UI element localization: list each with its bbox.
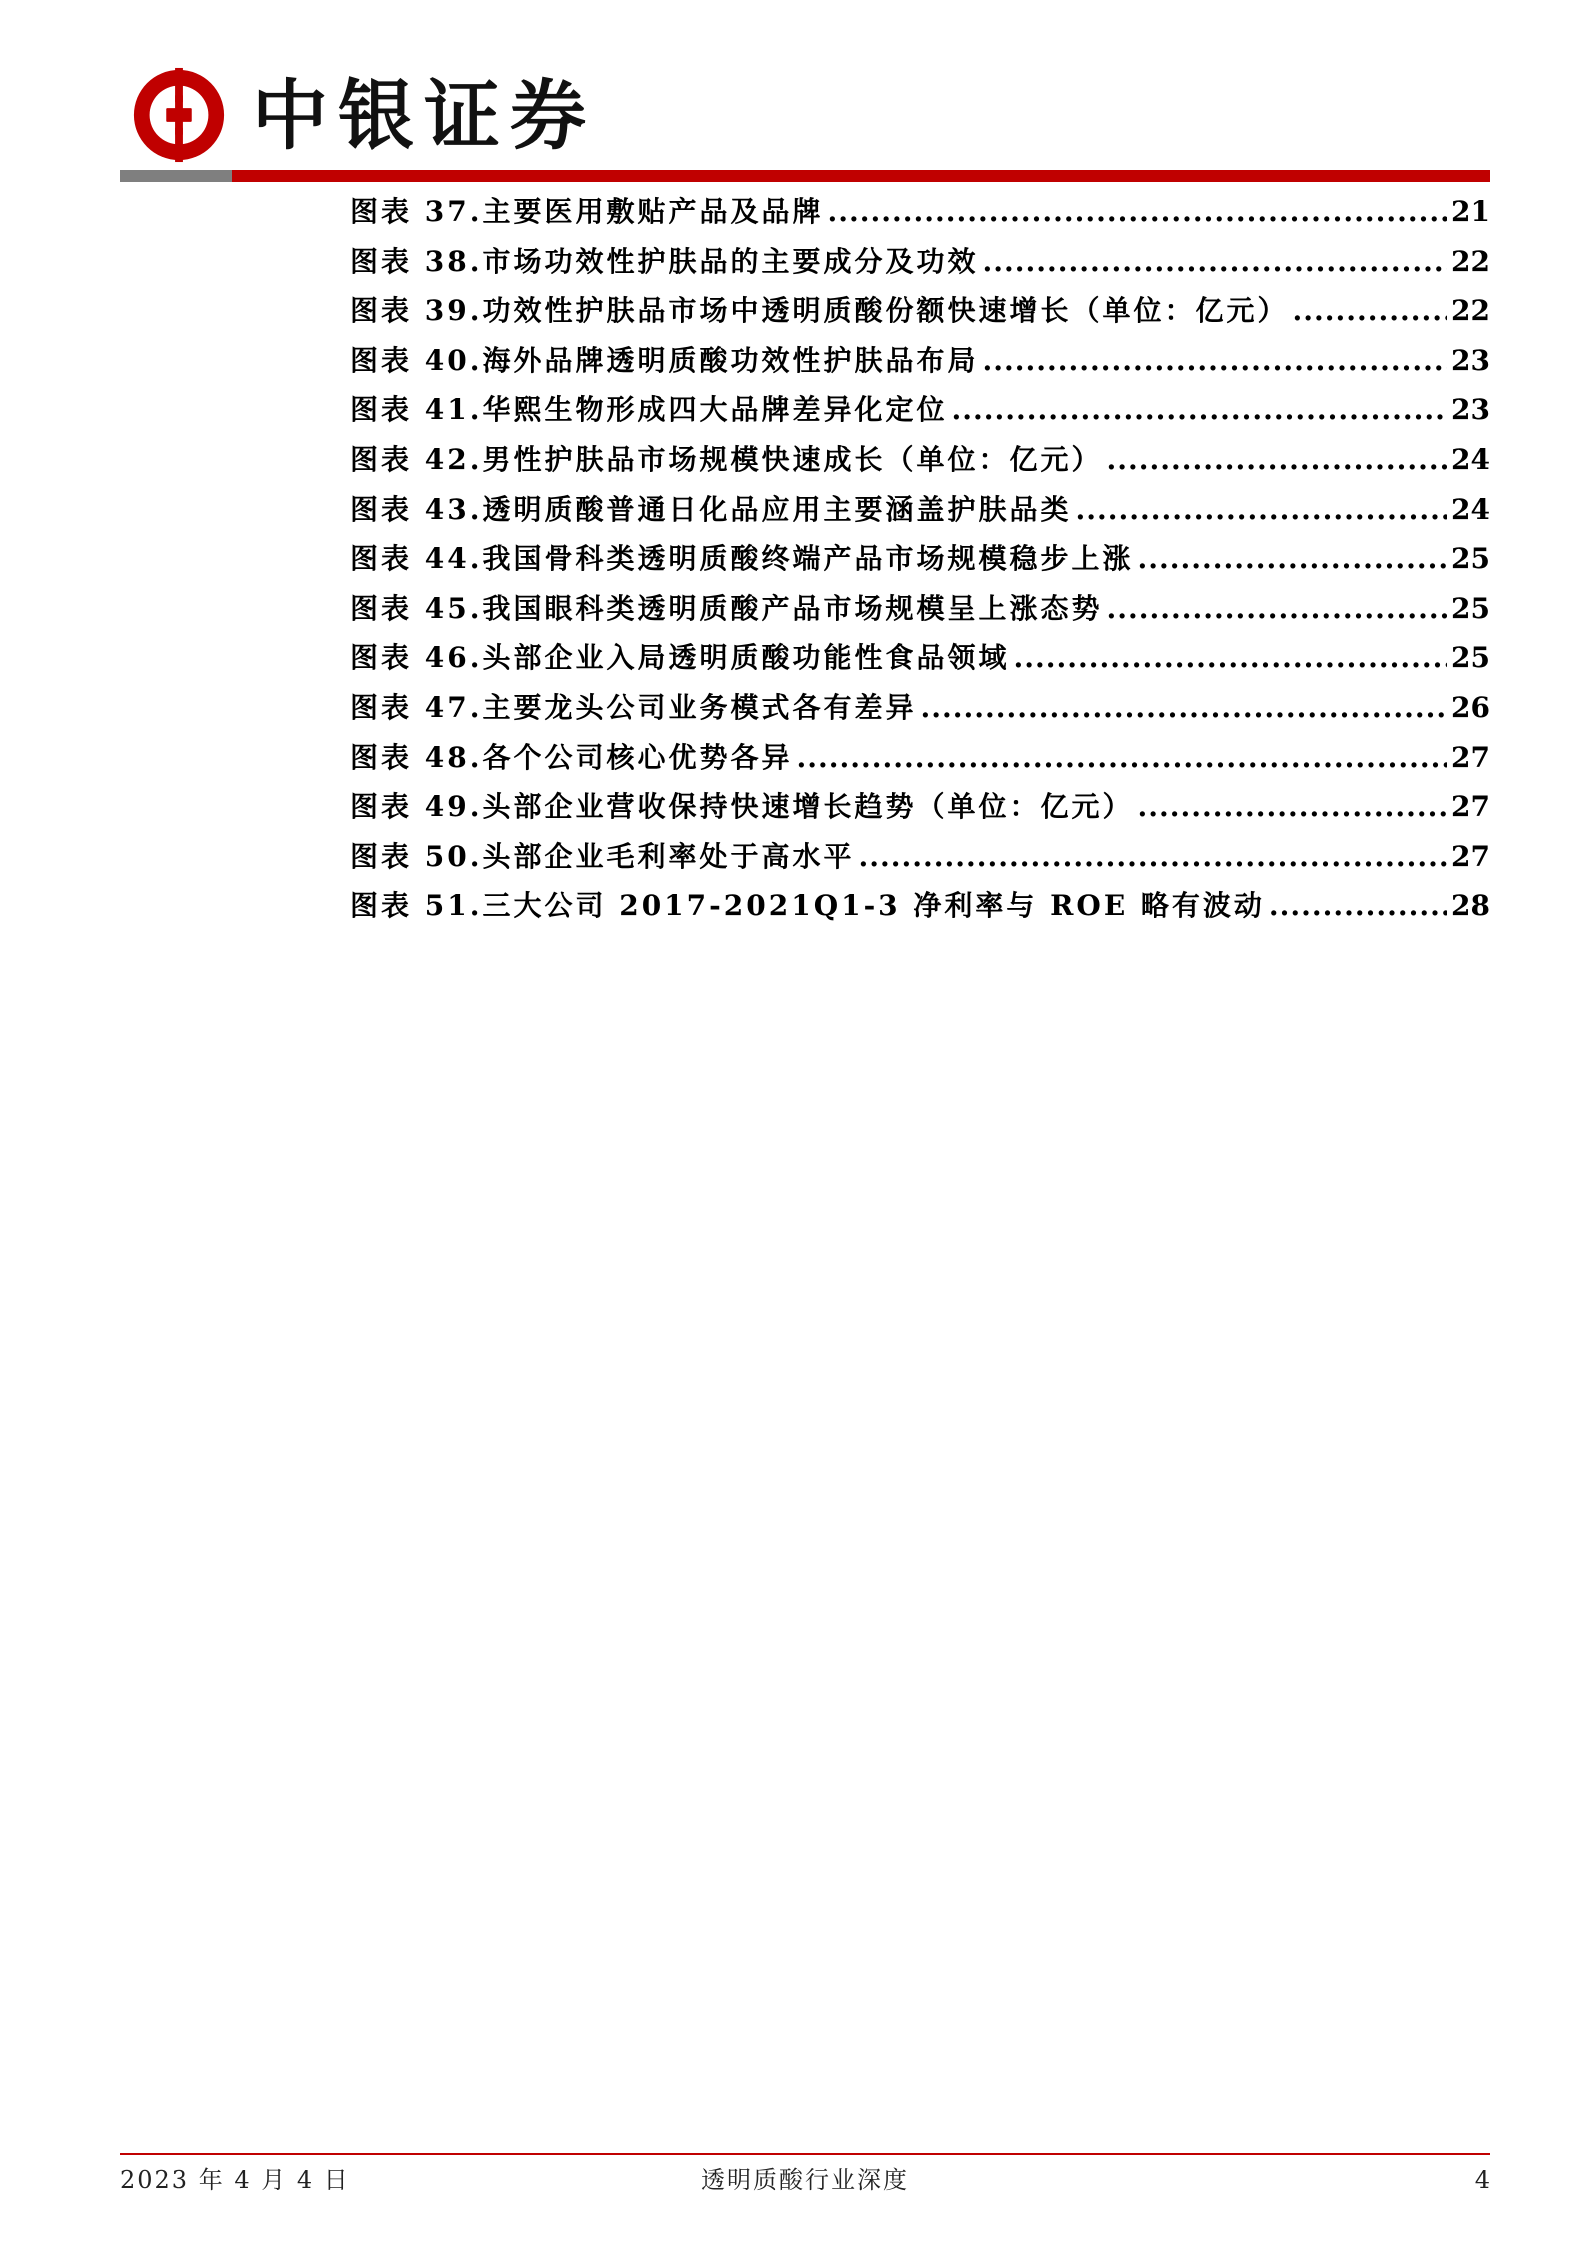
footer-rule: [120, 2153, 1490, 2155]
toc-entry-page[interactable]: 25: [1451, 641, 1490, 675]
toc-dot-leader: [982, 336, 1447, 386]
toc-entry[interactable]: [350, 683, 1490, 733]
toc-entry-label[interactable]: 图表 46.头部企业入局透明质酸功能性食品领域: [350, 641, 1010, 675]
toc-entry[interactable]: [350, 534, 1490, 584]
toc-dot-leader: [1106, 584, 1447, 634]
toc-dot-leader: [1013, 633, 1447, 683]
toc-entry-label[interactable]: 图表 43.透明质酸普通日化品应用主要涵盖护肤品类: [350, 492, 1072, 526]
toc-entry-label[interactable]: 图表 37.主要医用敷贴产品及品牌: [350, 195, 824, 228]
toc-entry[interactable]: [350, 832, 1490, 882]
toc-entry-page[interactable]: 26: [1451, 690, 1490, 724]
toc-entry-page[interactable]: 21: [1451, 195, 1490, 228]
toc-entry[interactable]: [350, 336, 1490, 386]
toc-dot-leader: [1106, 435, 1447, 485]
toc-entry[interactable]: [350, 187, 1490, 237]
toc-dot-leader: [982, 237, 1447, 287]
toc-entry[interactable]: [350, 237, 1490, 287]
toc-entry[interactable]: [350, 485, 1490, 535]
toc-entry-page[interactable]: 25: [1451, 542, 1490, 576]
page-footer: [120, 2160, 1490, 2200]
toc-entry-label[interactable]: 图表 44.我国骨科类透明质酸终端产品市场规模稳步上涨: [350, 542, 1134, 576]
toc-entry[interactable]: [350, 286, 1490, 336]
toc-dot-leader: [1137, 534, 1447, 584]
toc-entry-label[interactable]: 图表 45.我国眼科类透明质酸产品市场规模呈上涨态势: [350, 591, 1103, 625]
toc-entry-label[interactable]: 图表 48.各个公司核心优势各异: [350, 740, 793, 774]
toc-entry-page[interactable]: 28: [1451, 889, 1490, 923]
header-rule-red: [232, 170, 1490, 182]
toc-dot-leader: [1137, 782, 1447, 832]
toc-dot-leader: [1269, 881, 1447, 931]
toc-entry[interactable]: [350, 733, 1490, 783]
toc-entry[interactable]: [350, 435, 1490, 485]
toc-entry-label[interactable]: 图表 41.华熙生物形成四大品牌差异化定位: [350, 393, 948, 427]
toc-entry-page[interactable]: 23: [1451, 393, 1490, 427]
toc-entry-page[interactable]: 22: [1451, 294, 1490, 328]
toc-dot-leader: [858, 832, 1447, 882]
toc-entry-page[interactable]: 27: [1451, 740, 1490, 774]
toc-dot-leader: [1292, 286, 1447, 336]
footer-date: 2023 年 4 月 4 日: [120, 2166, 350, 2194]
header-rule-gray: [120, 170, 232, 182]
bank-of-china-logo-icon: [130, 66, 228, 164]
toc-dot-leader: [827, 187, 1447, 237]
toc-entry[interactable]: [350, 782, 1490, 832]
toc-dot-leader: [951, 385, 1447, 435]
toc-entry[interactable]: [350, 584, 1490, 634]
toc-dot-leader: [920, 683, 1447, 733]
toc-entry-page[interactable]: 27: [1451, 790, 1490, 824]
toc-entry-label[interactable]: 图表 49.头部企业营收保持快速增长趋势（单位：亿元）: [350, 790, 1134, 824]
toc-entry-label[interactable]: 图表 40.海外品牌透明质酸功效性护肤品布局: [350, 343, 979, 377]
toc-entry-page[interactable]: 22: [1451, 244, 1490, 278]
toc-entry-label[interactable]: 图表 50.头部企业毛利率处于高水平: [350, 839, 855, 873]
toc-entry-label[interactable]: 图表 38.市场功效性护肤品的主要成分及功效: [350, 244, 979, 278]
toc-entry[interactable]: [350, 881, 1490, 931]
footer-report-title: 透明质酸行业深度: [701, 2166, 909, 2194]
toc-entry-label[interactable]: 图表 47.主要龙头公司业务模式各有差异: [350, 690, 917, 724]
toc-entry-page[interactable]: 25: [1451, 591, 1490, 625]
toc-entry-label[interactable]: 图表 42.男性护肤品市场规模快速成长（单位：亿元）: [350, 442, 1103, 476]
brand-name: 中银证券: [252, 71, 596, 160]
page-header: [120, 60, 1490, 185]
toc-dot-leader: [1075, 485, 1447, 535]
toc-entry-page[interactable]: 23: [1451, 343, 1490, 377]
toc-entry[interactable]: [350, 385, 1490, 435]
toc-dot-leader: [796, 733, 1447, 783]
toc-entry-label[interactable]: 图表 51.三大公司 2017-2021Q1-3 净利率与 ROE 略有波动: [350, 889, 1265, 923]
footer-page-number: 4: [1474, 2166, 1490, 2194]
toc-entry-label[interactable]: 图表 39.功效性护肤品市场中透明质酸份额快速增长（单位：亿元）: [350, 294, 1289, 328]
toc-entry[interactable]: [350, 633, 1490, 683]
toc-entry-page[interactable]: 27: [1451, 839, 1490, 873]
toc-entry-page[interactable]: 24: [1451, 442, 1490, 476]
figure-table-of-contents: [350, 187, 1490, 931]
toc-entry-page[interactable]: 24: [1451, 492, 1490, 526]
